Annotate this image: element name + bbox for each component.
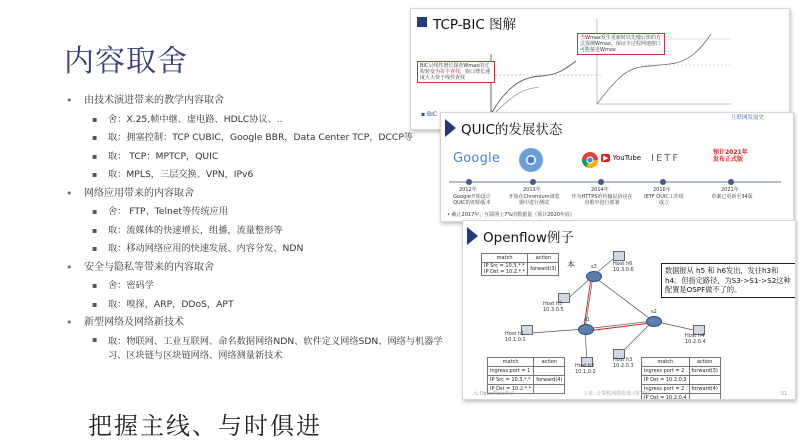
flow-table-s3: match action IP Src = 10.3.*.* IP Dst = 10.2.*.* forward(3) xyxy=(481,253,559,276)
quic-year-2012: 2012年 xyxy=(459,187,477,193)
openflow-footer-mid: 主讲: 计算机网络原理 (第7版) xyxy=(583,391,650,397)
outline-subitem: ▪ 取：物联网、工业互联网、命名数据网络NDN、软件定义网络SDN、网络与机器学习、区块链与区块链网络、网络测量新技术 xyxy=(62,333,457,363)
chromium-logo-icon xyxy=(517,146,545,174)
quic-desc-2012: Google开始设计QUIC的初始版本 xyxy=(453,194,491,206)
outline-subitem: ▪ 舍：X.25,帧中继、虚电路、HDLC协议、.. xyxy=(62,111,457,130)
youtube-logo: ▶ YouTube xyxy=(603,154,642,162)
outline-item: • 网络应用带来的内容取舍 xyxy=(62,185,457,204)
outline-subitem: ▪ 取：嗅探，ARP，DDoS，APT xyxy=(62,296,457,315)
ietf-logo: IETF xyxy=(651,153,681,164)
quic-desc-2013: 开始在Chromium浏览器中进行测试 xyxy=(508,194,560,206)
outline-subitem: ▪ 舍：密码学 xyxy=(62,277,457,296)
outline-list xyxy=(62,92,457,363)
quic-year-2021: 2021年 xyxy=(721,187,739,193)
openflow-slide-thumbnail xyxy=(462,220,796,400)
openflow-footer-left: 入 OpenFlow例子 xyxy=(473,391,515,397)
flow-table-s2: match action ingress port = 2 forward(3) IP Dst = 10.2.0.3 ingress port = 2 forward(4) IP Dst = 10.2.0.4 xyxy=(641,357,721,400)
switch-s2 xyxy=(646,316,662,327)
host-h4-label: Host h4 10.2.0.4 xyxy=(685,333,706,345)
flow-action: forward(3) xyxy=(528,263,559,276)
quic-desc-2014: 作为HTTPS的传输层协议在谷歌中进行部署 xyxy=(571,194,633,206)
flow-match: IP Src = 10.3.*.* IP Dst = 10.2.*.* xyxy=(482,263,528,276)
host-h3-label: Host h3 10.2.0.3 xyxy=(613,357,634,369)
quic-tag: 互联网发展史 xyxy=(731,115,765,121)
switch-s2-label: s2 xyxy=(651,309,657,315)
chrome-logo-icon xyxy=(581,151,599,169)
bic-note-left xyxy=(417,61,495,83)
outline-subitem: ▪ 取：移动网络应用的快速发展、内容分发、NDN xyxy=(62,240,457,259)
outline-subitem: ▪ 取：MPLS，三层交换、VPN，IPv6 xyxy=(62,166,457,185)
bic-note-left-red: 折半查找 xyxy=(440,69,461,75)
switch-s1-label: s1 xyxy=(584,317,590,323)
google-logo: Google xyxy=(453,151,501,166)
outline-subitem: ▪ 取：流媒体的快速增长，组播，流量整形等 xyxy=(62,222,457,241)
outline-item: • 由技术演进带来的教学内容取舍 xyxy=(62,92,457,111)
outline-subitem: ▪ 取：拥塞控制：TCP CUBIC，Google BBR，Data Center TCP，DCCP等 xyxy=(62,129,457,148)
switch-s1 xyxy=(578,324,594,335)
host-h5-label: Host h5 10.3.0.5 xyxy=(543,301,564,313)
bic-note-left-a: BIC呈线性增长探查Wmax的过程转变为 xyxy=(420,63,490,75)
host-h6-label: Host h6 10.3.0.6 xyxy=(613,261,634,273)
outline-subitem: ▪ 舍： FTP、Telnet等传统应用 xyxy=(62,203,457,222)
quic-footnote: • 截止2017年，互联网上7%的数据量（预计2020年底） xyxy=(447,212,575,218)
quic-slide-thumbnail xyxy=(440,112,794,222)
quic-title: QUIC的发展状态 xyxy=(461,122,563,138)
openflow-callout: 数据报从 h5 和 h6发出，发往h3和h4。但指定路径，为S3->S1->S2这种配置是OSPF做不了的。 xyxy=(661,263,796,298)
quic-desc-2016: IETF QUIC工作组成立 xyxy=(644,194,684,206)
flow-table-s1: match action ingress port = 1 IP Src = 10.3.*.* forward(4) IP Dst = 10.2.*.* xyxy=(487,357,565,394)
openflow-page-number: 51 xyxy=(781,391,788,397)
title-arrow-icon xyxy=(445,119,456,137)
quic-timeline xyxy=(441,177,793,187)
covered-word: 本 xyxy=(567,260,575,269)
host-h2-label: Host h2 10.1.0.2 xyxy=(575,363,596,375)
switch-s3-label: s3 xyxy=(591,264,597,270)
bic-note-left-b: ，窗口增长速度大大快于线性查找 xyxy=(420,69,491,81)
host-h6-icon xyxy=(613,251,625,261)
quic-year-2014: 2014年 xyxy=(591,187,609,193)
outline-item: • 新型网络及网络新技术 xyxy=(62,314,457,333)
slide-title: 内容取舍 xyxy=(64,44,188,79)
quic-year-2016: 2016年 xyxy=(653,187,671,193)
outline-item: • 安全与隐私等带来的内容取舍 xyxy=(62,259,457,278)
quic-desc-2021: 草案已更新至34版 xyxy=(711,194,753,200)
outline-subitem: ▪ 取： TCP：MPTCP，QUIC xyxy=(62,148,457,167)
quic-forecast-badge: 预计2021年发布正式版 xyxy=(713,149,748,163)
host-h1-label: Host h1 10.1.0.1 xyxy=(505,331,526,343)
tcp-bic-title: TCP-BIC 图解 xyxy=(433,17,517,33)
bic-bullet: ▪ BIC xyxy=(421,111,438,118)
bic-note-right: 当Wmax发生更新时以先慢后快的方式探测Wmax，保证全过程网速窗口可能接近Wmax xyxy=(577,33,665,55)
switch-s3 xyxy=(586,271,602,282)
footer-slogan: 把握主线、与时俱进 xyxy=(88,412,322,440)
openflow-title: Openflow例子 xyxy=(483,230,574,246)
quic-year-2013: 2013年 xyxy=(523,187,541,193)
